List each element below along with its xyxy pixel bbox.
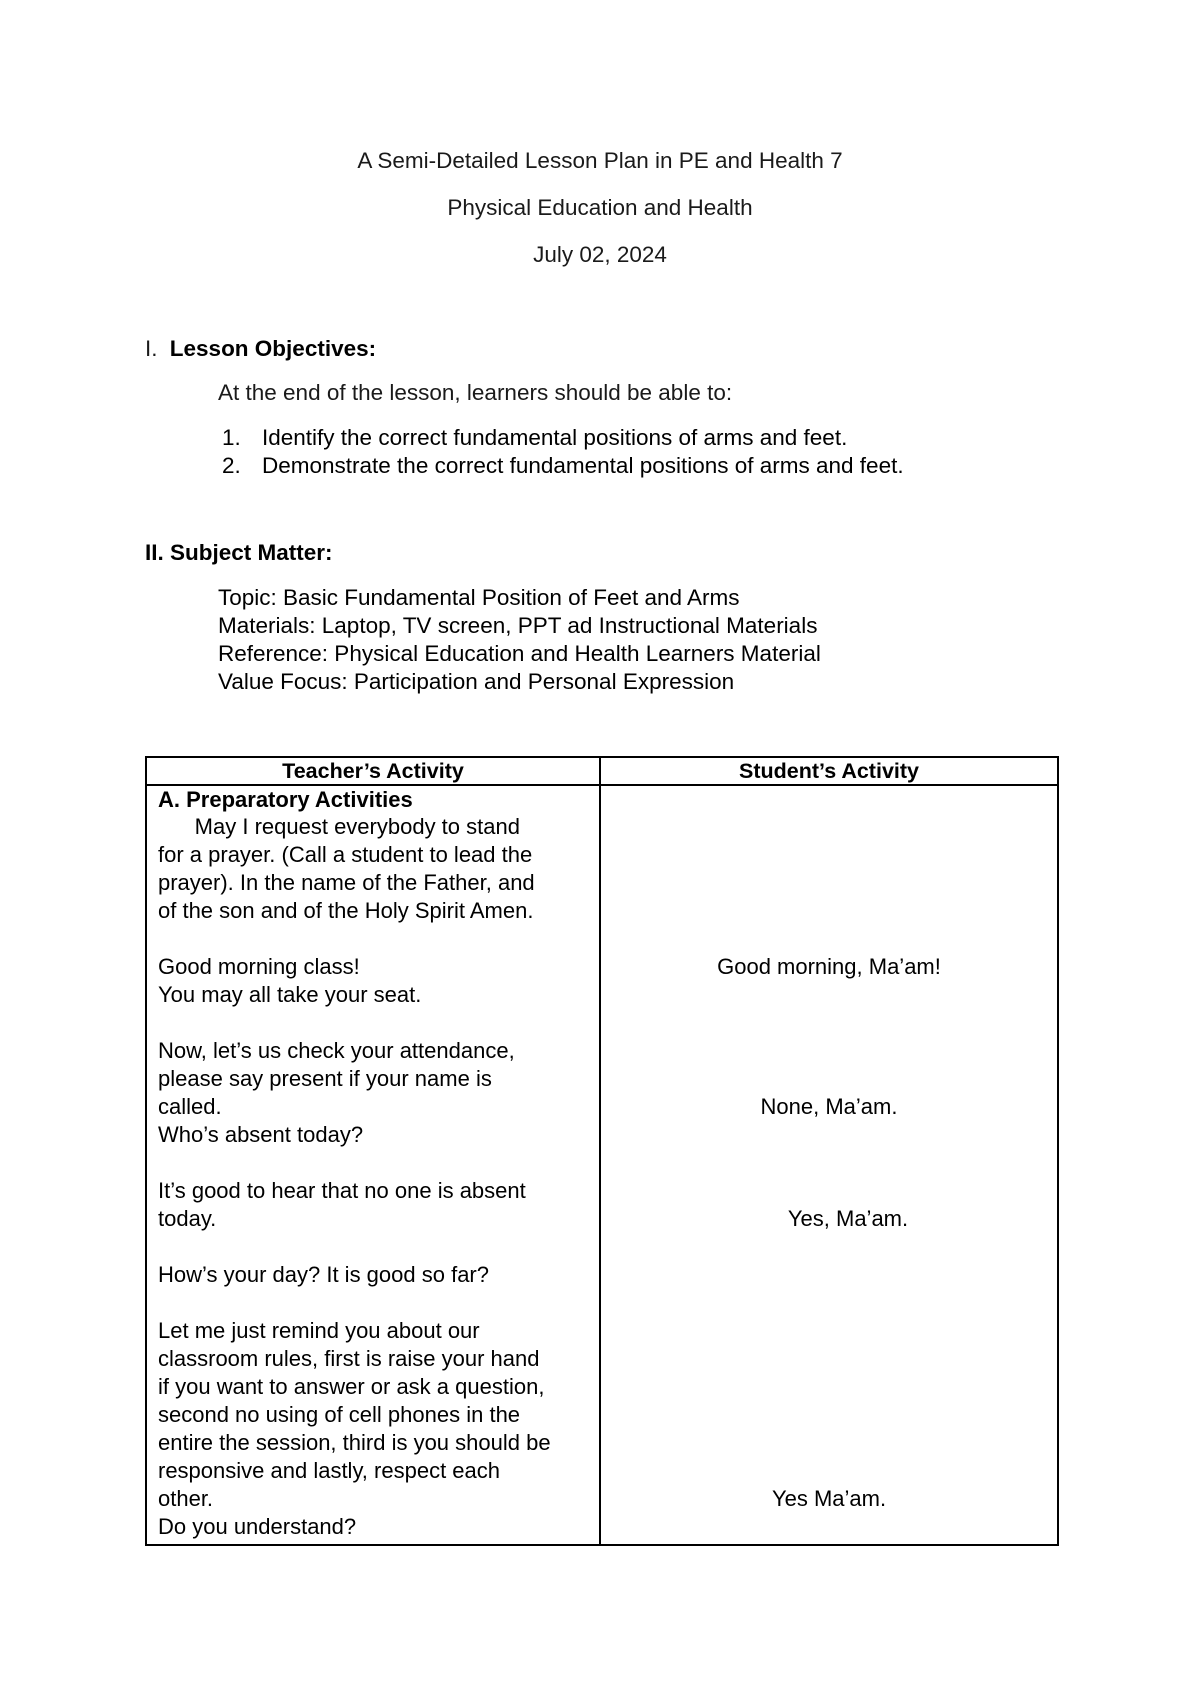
teacher-line: today. <box>158 1206 217 1231</box>
objectives-heading <box>145 336 376 362</box>
document-subject: Physical Education and Health <box>447 195 753 220</box>
student-activity-cell <box>600 785 1058 1545</box>
objectives-numeral: I. <box>145 336 158 361</box>
subject-materials: Materials: Laptop, TV screen, PPT ad Instructional Materials <box>218 613 818 638</box>
teacher-line: How’s your day? It is good so far? <box>158 1262 489 1287</box>
objective-number: 1. <box>222 425 241 450</box>
activity-table-header-row <box>146 757 1058 785</box>
teacher-line: Let me just remind you about our <box>158 1318 480 1343</box>
subject-matter-heading: II. Subject Matter: <box>145 540 333 565</box>
activity-table-row <box>146 785 1058 1545</box>
document-title: A Semi-Detailed Lesson Plan in PE and Health 7 <box>357 148 843 173</box>
teacher-line: for a prayer. (Call a student to lead the <box>158 842 533 867</box>
teacher-line: if you want to answer or ask a question, <box>158 1374 545 1399</box>
teacher-line: Good morning class! <box>158 954 360 979</box>
teacher-line: May I request everybody to stand <box>158 814 520 839</box>
teacher-line: called. <box>158 1094 222 1119</box>
student-response: None, Ma’am. <box>760 1094 898 1119</box>
teacher-line: prayer). In the name of the Father, and <box>158 870 535 895</box>
subject-topic: Topic: Basic Fundamental Position of Feet and Arms <box>218 585 740 610</box>
teacher-line: please say present if your name is <box>158 1066 492 1091</box>
teacher-activity-cell <box>146 785 600 1545</box>
objectives-heading-text: Lesson Objectives: <box>169 336 377 361</box>
teacher-activity-header: Teacher’s Activity <box>146 757 600 785</box>
teacher-line: It’s good to hear that no one is absent <box>158 1178 526 1203</box>
subject-reference: Reference: Physical Education and Health Learners Material <box>218 641 821 666</box>
objectives-list <box>222 424 904 480</box>
teacher-line: Do you understand? <box>158 1514 357 1539</box>
student-response: Yes Ma’am. <box>771 1486 887 1511</box>
teacher-line: entire the session, third is you should be <box>158 1430 551 1455</box>
student-activity-header: Student’s Activity <box>600 757 1058 785</box>
teacher-line: Who’s absent today? <box>158 1122 364 1147</box>
teacher-line: other. <box>158 1486 214 1511</box>
teacher-line: You may all take your seat. <box>158 982 422 1007</box>
objective-number: 2. <box>222 453 241 478</box>
subject-value-focus: Value Focus: Participation and Personal Expression <box>218 669 735 694</box>
teacher-line: classroom rules, first is raise your hand <box>158 1346 540 1371</box>
student-response: Yes, Ma’am. <box>787 1206 909 1231</box>
objective-item <box>222 424 904 452</box>
objective-item <box>222 452 904 480</box>
objective-text: Identify the correct fundamental positions of arms and feet. <box>262 425 848 450</box>
teacher-line: second no using of cell phones in the <box>158 1402 521 1427</box>
teacher-line: of the son and of the Holy Spirit Amen. <box>158 898 534 923</box>
document-date: July 02, 2024 <box>533 242 667 267</box>
student-response: Good morning, Ma’am! <box>717 954 941 979</box>
teacher-line: responsive and lastly, respect each <box>158 1458 500 1483</box>
objectives-intro: At the end of the lesson, learners should be able to: <box>218 380 733 405</box>
section-title: A. Preparatory Activities <box>158 787 413 812</box>
teacher-line: Now, let’s us check your attendance, <box>158 1038 515 1063</box>
activity-table <box>145 756 1059 1546</box>
subject-matter-details <box>218 584 821 696</box>
objective-text: Demonstrate the correct fundamental positions of arms and feet. <box>262 453 904 478</box>
